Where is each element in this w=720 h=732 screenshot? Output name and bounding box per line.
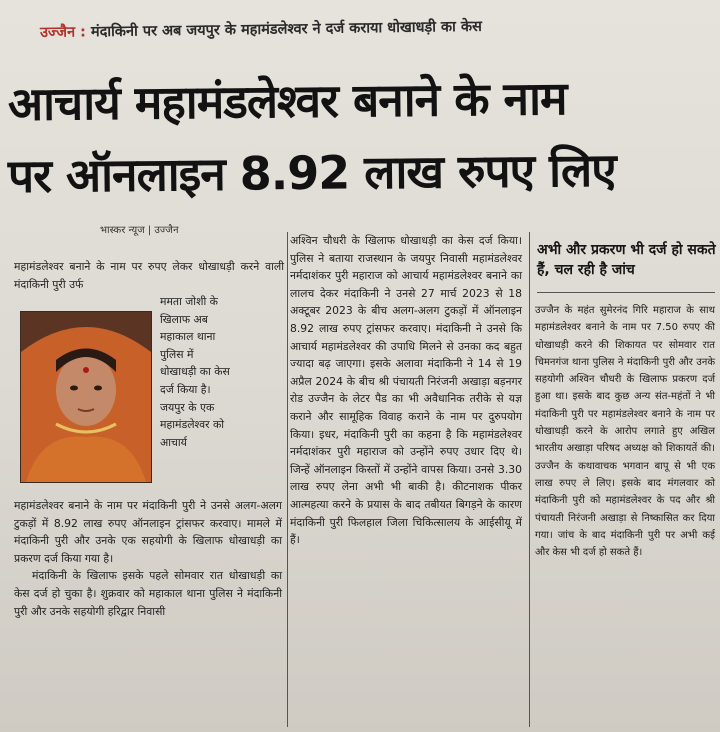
column-1 <box>14 258 284 293</box>
kicker-place: उज्जैन : <box>39 24 87 41</box>
subhead-rule <box>537 292 715 293</box>
kicker-line <box>40 13 710 42</box>
byline: भास्कर न्यूज | उज्जैन <box>100 225 179 236</box>
column-divider-1 <box>287 232 288 727</box>
wrap-line: दर्ज किया है। <box>160 382 211 396</box>
col1-paragraph-2: मंदाकिनी के खिलाफ इसके पहले सोमवार रात धोखाधड़ी का केस दर्ज हो चुका है। शुक्रवार को महाकाल थाना पुलिस ने मंदाकिनी पुरी और उनके सहयोगी हरिद्वार निवासी <box>14 569 282 618</box>
wrap-line: जयपुर के एक <box>160 400 215 414</box>
col1-paragraph-1: महामंडलेश्वर बनाने के नाम पर मंदाकिनी पुरी ने उनसे अलग-अलग टुकड़ों में 8.92 लाख रुपए ऑनलाइन ट्रांसफर करवाए। मामले में मंदाकिनी पुरी और उनके एक सहयोगी के खिलाफ धोखाधड़ी का प्रकरण दर्ज किया गया है। <box>14 499 282 565</box>
col1-wrap-text <box>160 293 278 451</box>
wrap-line: धोखाधड़ी का केस <box>160 365 230 379</box>
col1-intro: महामंडलेश्वर बनाने के नाम पर रुपए लेकर धोखाधड़ी करने वाली मंदाकिनी पुरी उर्फ <box>14 260 284 291</box>
column-2 <box>290 232 522 549</box>
portrait-photo <box>20 311 152 483</box>
col2-body: अश्विन चौधरी के खिलाफ धोखाधड़ी का केस दर्ज किया। पुलिस ने बताया राजस्थान के जयपुर निवासी महामंडलेश्वर नर्मदाशंकर पुरी महाराज को आचार्य महामंडलेश्वर बनाने का लालच देकर मंदाकिनी ने उनसे 27 मार्च 2023 से 18 अक्टूबर 2023 के बीच अलग-अलग टुकड़ों में ऑनलाइन 8.92 लाख रुपए ट्रांसफर करवाए। मंदाकिनी ने उनसे कि आचार्य महामंडलेश्वर की उपाधि मिलने से उनका कद बहुत ज्यादा बढ़ जाएगा। इसके अलावा मंदाकिनी ने 14 से 19 अप्रैल 2024 के बीच श्री पंचायती निरंजनी अखाड़ा बड़नगर रोड उज्जैन के लेटर पैड का भी अवैधानिक तरीके से यज्ञ कराने और सामूहिक विवाह कराने के नाम पर दुरुपयोग किया। इधर, मंदाकिनी पुरी का कहना है कि महामंडलेश्वर नर्मदाशंकर पुरी महाराज को उन्होंने रुपए उधार दिए थे। जिन्हें ऑनलाइन किस्तों में उन्होंने वापस किया। उनसे 3.30 लाख रुपए लेना अभी भी बाकी है। कीटनाशक पीकर आत्महत्या करने के प्रयास के बाद तबीयत बिगड़ने के कारण मंदाकिनी पुरी फिलहाल जिला चिकित्सालय के आईसीयू में हैं। <box>290 234 522 547</box>
sidebar-subhead: अभी और प्रकरण भी दर्ज हो सकते हैं, चल रही है जांच <box>537 242 716 278</box>
wrap-line: खिलाफ अब <box>160 312 208 326</box>
wrap-line: ममता जोशी के <box>160 295 218 308</box>
headline-line-2: पर ऑनलाइन 8.92 लाख रुपए लिए <box>7 142 616 203</box>
portrait-image <box>21 312 151 482</box>
wrap-line: आचार्य <box>160 435 187 449</box>
column-divider-2 <box>529 232 530 727</box>
col1-body <box>14 497 282 620</box>
wrap-line: महाकाल थाना <box>160 330 216 344</box>
wrap-line: महामंडलेश्वर को <box>160 418 225 432</box>
headline-line-1: आचार्य महामंडलेश्वर बनाने के नाम <box>7 71 567 131</box>
kicker-text: मंदाकिनी पर अब जयपुर के महामंडलेश्वर ने दर्ज कराया धोखाधड़ी का केस <box>90 18 482 41</box>
column-3 <box>535 302 715 561</box>
col3-body: उज्जैन के महंत सुमेरनंद गिरि महाराज के साथ महामंडलेश्वर बनाने के नाम पर 7.50 रुपए की धोखाधड़ी करने की शिकायत पर सोमवार रात चिमनगंज थाना पुलिस ने मंदाकिनी पुरी और उनके सहयोगी अश्विन चौधरी के खिलाफ प्रकरण दर्ज हुआ था। इसके बाद कुछ अन्य संत-महंतों ने भी मंदाकिनी पुरी पर महामंडलेश्वर बनाने के नाम पर धोखाधड़ी करने के आरोप लगाते हुए अखिल भारतीय अखाड़ा परिषद अध्यक्ष को शिकायतें की। उज्जैन के कथावाचक भगवान बापू से भी एक लाख रुपए ले लिए। इसके बाद मंगलवार को मंदाकिनी पुरी को महामंडलेश्वर के पद और श्री पंचायती निरंजनी अखाड़ा से निष्कासित कर दिया गया। जांच के बाद मंदाकिनी पुरी पर अभी कई और केस भी दर्ज हो सकते हैं। <box>535 305 715 559</box>
wrap-line: पुलिस में <box>160 347 194 361</box>
